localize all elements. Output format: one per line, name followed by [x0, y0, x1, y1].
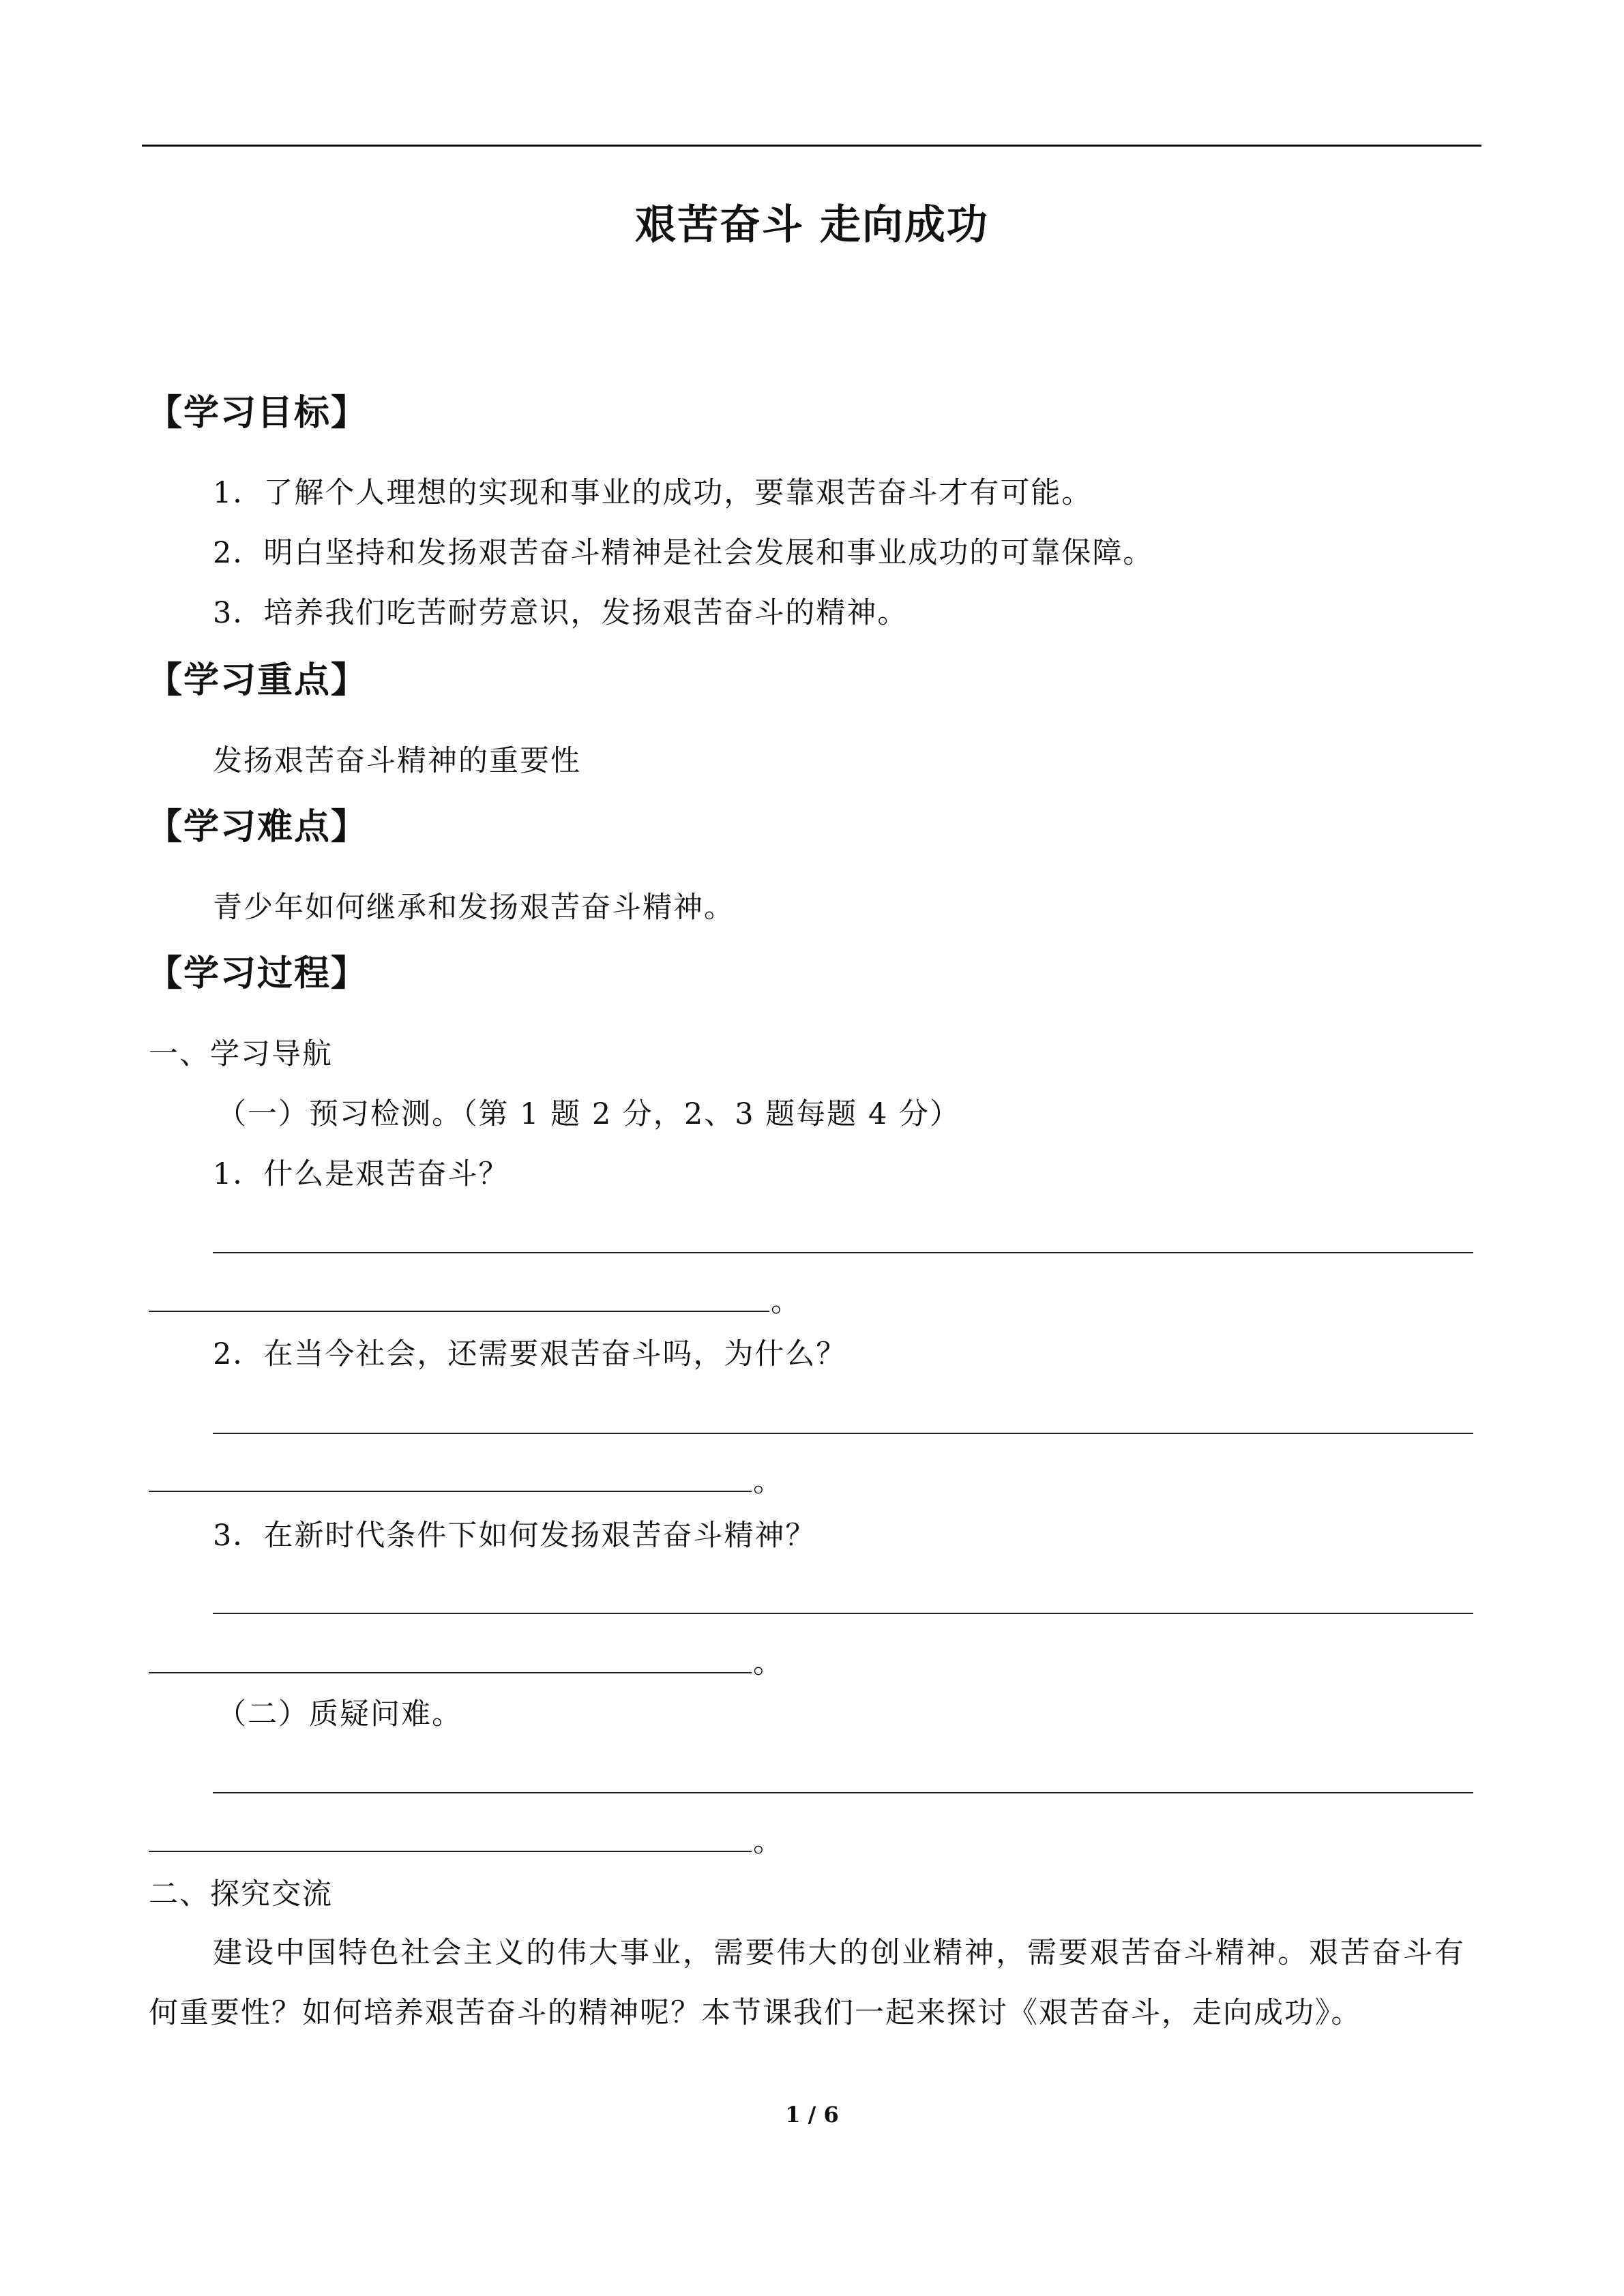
objective-item-3: 3．培养我们吃苦耐劳意识，发扬艰苦奋斗的精神。: [213, 596, 909, 630]
part2-title: 二、探究交流: [149, 1877, 333, 1911]
objective-item-2: 2．明白坚持和发扬艰苦奋斗精神是社会发展和事业成功的可靠保障。: [213, 536, 1154, 570]
header-rule: [142, 145, 1481, 147]
answer-line-q1-b[interactable]: [149, 1311, 769, 1312]
answer-line-q3-end: 。: [753, 1646, 782, 1680]
answer-line-doubt-b[interactable]: [149, 1851, 752, 1852]
answer-line-q2-b-group: [149, 1463, 831, 1499]
part1-title: 一、学习导航: [149, 1037, 333, 1071]
answer-line-q1-b-group: [149, 1283, 831, 1319]
preview-title: （一）预习检测。（第 1 题 2 分，2、3 题每题 4 分）: [217, 1097, 960, 1131]
answer-line-q1-end: 。: [771, 1285, 800, 1319]
page-number: 1 / 6: [785, 2102, 839, 2128]
answer-line-q1-a[interactable]: [213, 1252, 1473, 1253]
key-point-text: 发扬艰苦奋斗精神的重要性: [213, 744, 581, 778]
answer-line-q2-a[interactable]: [213, 1433, 1473, 1434]
objective-item-1: 1．了解个人理想的实现和事业的成功，要靠艰苦奋斗才有可能。: [213, 476, 1093, 510]
question-3: 3．在新时代条件下如何发扬艰苦奋斗精神？: [213, 1519, 816, 1553]
document-title: 艰苦奋斗 走向成功: [635, 201, 989, 249]
part2-paragraph: 建设中国特色社会主义的伟大事业，需要伟大的创业精神，需要艰苦奋斗精神。艰苦奋斗有何重要性？如何培养艰苦奋斗的精神呢？本节课我们一起来探讨《艰苦奋斗，走向成功》。: [149, 1936, 1465, 2030]
answer-line-doubt-end: 。: [753, 1825, 782, 1859]
doubt-title: （二）质疑问难。: [217, 1697, 462, 1731]
answer-line-doubt-a[interactable]: [213, 1792, 1473, 1793]
section-heading-difficulty: 【学习难点】: [147, 806, 368, 848]
answer-line-doubt-b-group: [149, 1823, 831, 1859]
answer-line-q3-a[interactable]: [213, 1613, 1473, 1614]
section-heading-key-point: 【学习重点】: [147, 659, 368, 701]
answer-line-q2-end: 。: [753, 1465, 782, 1499]
question-2: 2．在当今社会，还需要艰苦奋斗吗，为什么？: [213, 1337, 847, 1371]
answer-line-q2-b[interactable]: [149, 1491, 752, 1492]
question-1: 1．什么是艰苦奋斗？: [213, 1157, 510, 1191]
section-heading-objectives: 【学习目标】: [147, 392, 368, 434]
answer-line-q3-b[interactable]: [149, 1672, 752, 1673]
difficulty-text: 青少年如何继承和发扬艰苦奋斗精神。: [213, 891, 735, 925]
section-heading-process: 【学习过程】: [147, 953, 368, 994]
answer-line-q3-b-group: [149, 1645, 831, 1680]
